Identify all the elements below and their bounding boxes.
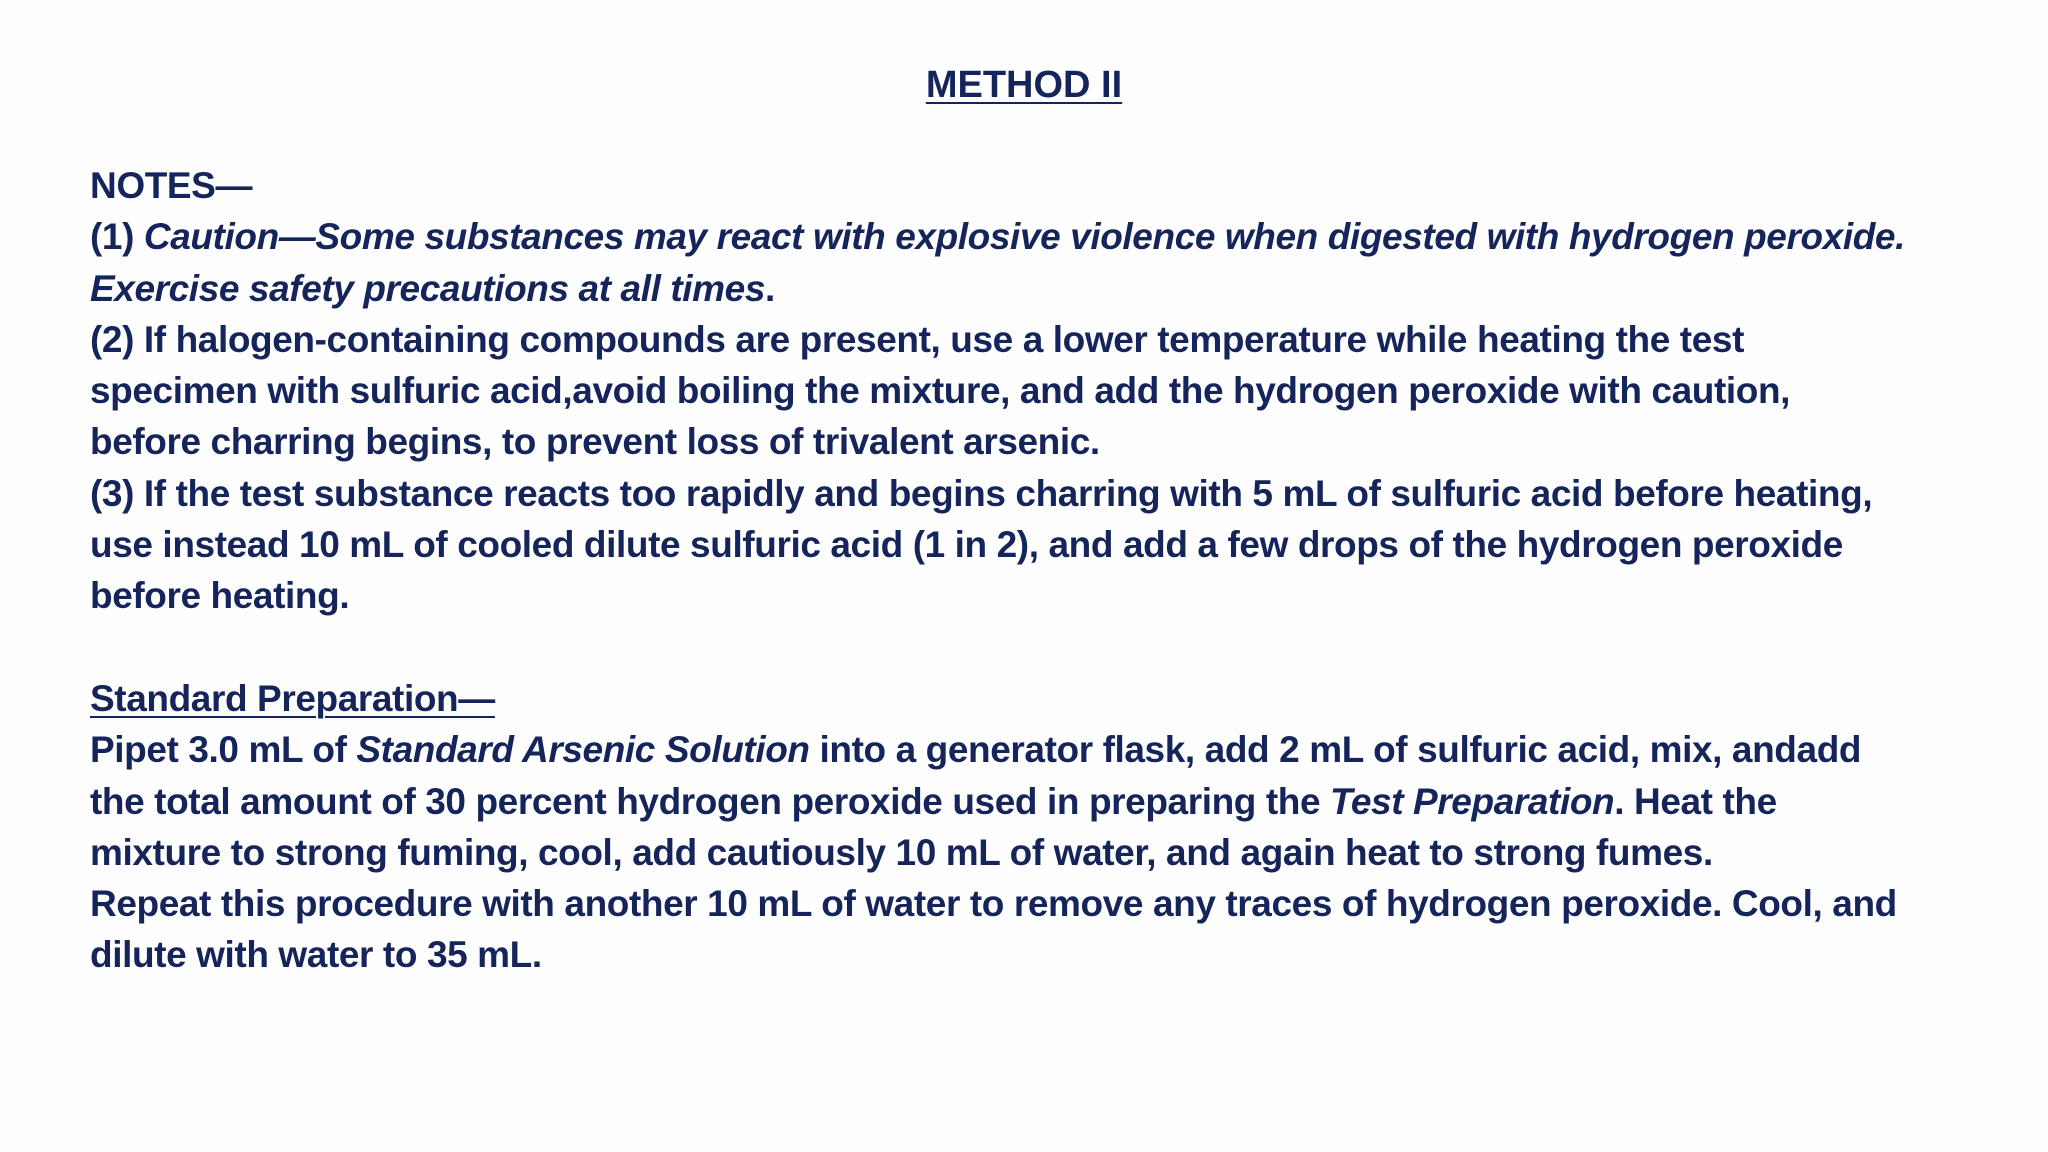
sp-line-2-pre: the total amount of 30 percent hydrogen peroxide used in preparing the: [90, 780, 1331, 822]
note-2-line-2: specimen with sulfuric acid,avoid boiling the mixture, and add the hydrogen peroxide with caution,: [90, 370, 1791, 412]
sp-line-1-post: into a generator flask, add 2 mL of sulfuric acid, mix, andadd: [809, 729, 1862, 771]
standard-preparation-line-4: Repeat this procedure with another 10 mL of water to remove any traces of hydrogen peroxide. Cool, and: [90, 883, 1897, 925]
page-title-text: METHOD II: [925, 64, 1123, 106]
note-3-line-2: use instead 10 mL of cooled dilute sulfuric acid (1 in 2), and add a few drops of the hydrogen peroxide: [90, 524, 1843, 566]
note-1-line-1: [90, 211, 2020, 262]
standard-preparation-heading: [90, 673, 2020, 724]
sp-line-1-italic: Standard Arsenic Solution: [356, 729, 810, 771]
standard-preparation-line-5: dilute with water to 35 mL.: [90, 934, 542, 976]
note-1-line-2: [90, 263, 2020, 314]
note-2-line-3: before charring begins, to prevent loss of trivalent arsenic.: [90, 421, 1100, 463]
standard-preparation-line-2: [90, 776, 2020, 827]
standard-preparation-line-3: mixture to strong fuming, cool, add cautiously 10 mL of water, and again heat to strong fumes.: [90, 831, 1713, 873]
note-1-caution-text-continued: Exercise safety precautions at all times: [90, 267, 766, 309]
notes-heading: NOTES—: [90, 165, 253, 206]
page-title: [0, 62, 2048, 108]
note-1-caution-text: Caution—Some substances may react with explosive violence when digested with hydrogen peroxide.: [143, 216, 1905, 258]
standard-preparation-line-1: [90, 724, 2020, 775]
standard-preparation-heading-text: Standard Preparation—: [90, 677, 495, 719]
note-1-end: .: [765, 267, 775, 309]
note-3-line-3: before heating.: [90, 575, 350, 617]
sp-line-2-italic: Test Preparation: [1330, 780, 1615, 822]
note-3-line-1: (3) If the test substance reacts too rapidly and begins charring with 5 mL of sulfuric acid before heating,: [90, 472, 1873, 514]
note-1-number: (1): [90, 216, 144, 258]
sp-line-1-pre: Pipet 3.0 mL of: [90, 729, 357, 771]
note-2-line-1: (2) If halogen-containing compounds are present, use a lower temperature while heating the test: [90, 318, 1745, 360]
section-spacer: [90, 622, 2020, 673]
sp-line-2-post: . Heat the: [1614, 780, 1777, 822]
document-body: [90, 160, 2020, 981]
